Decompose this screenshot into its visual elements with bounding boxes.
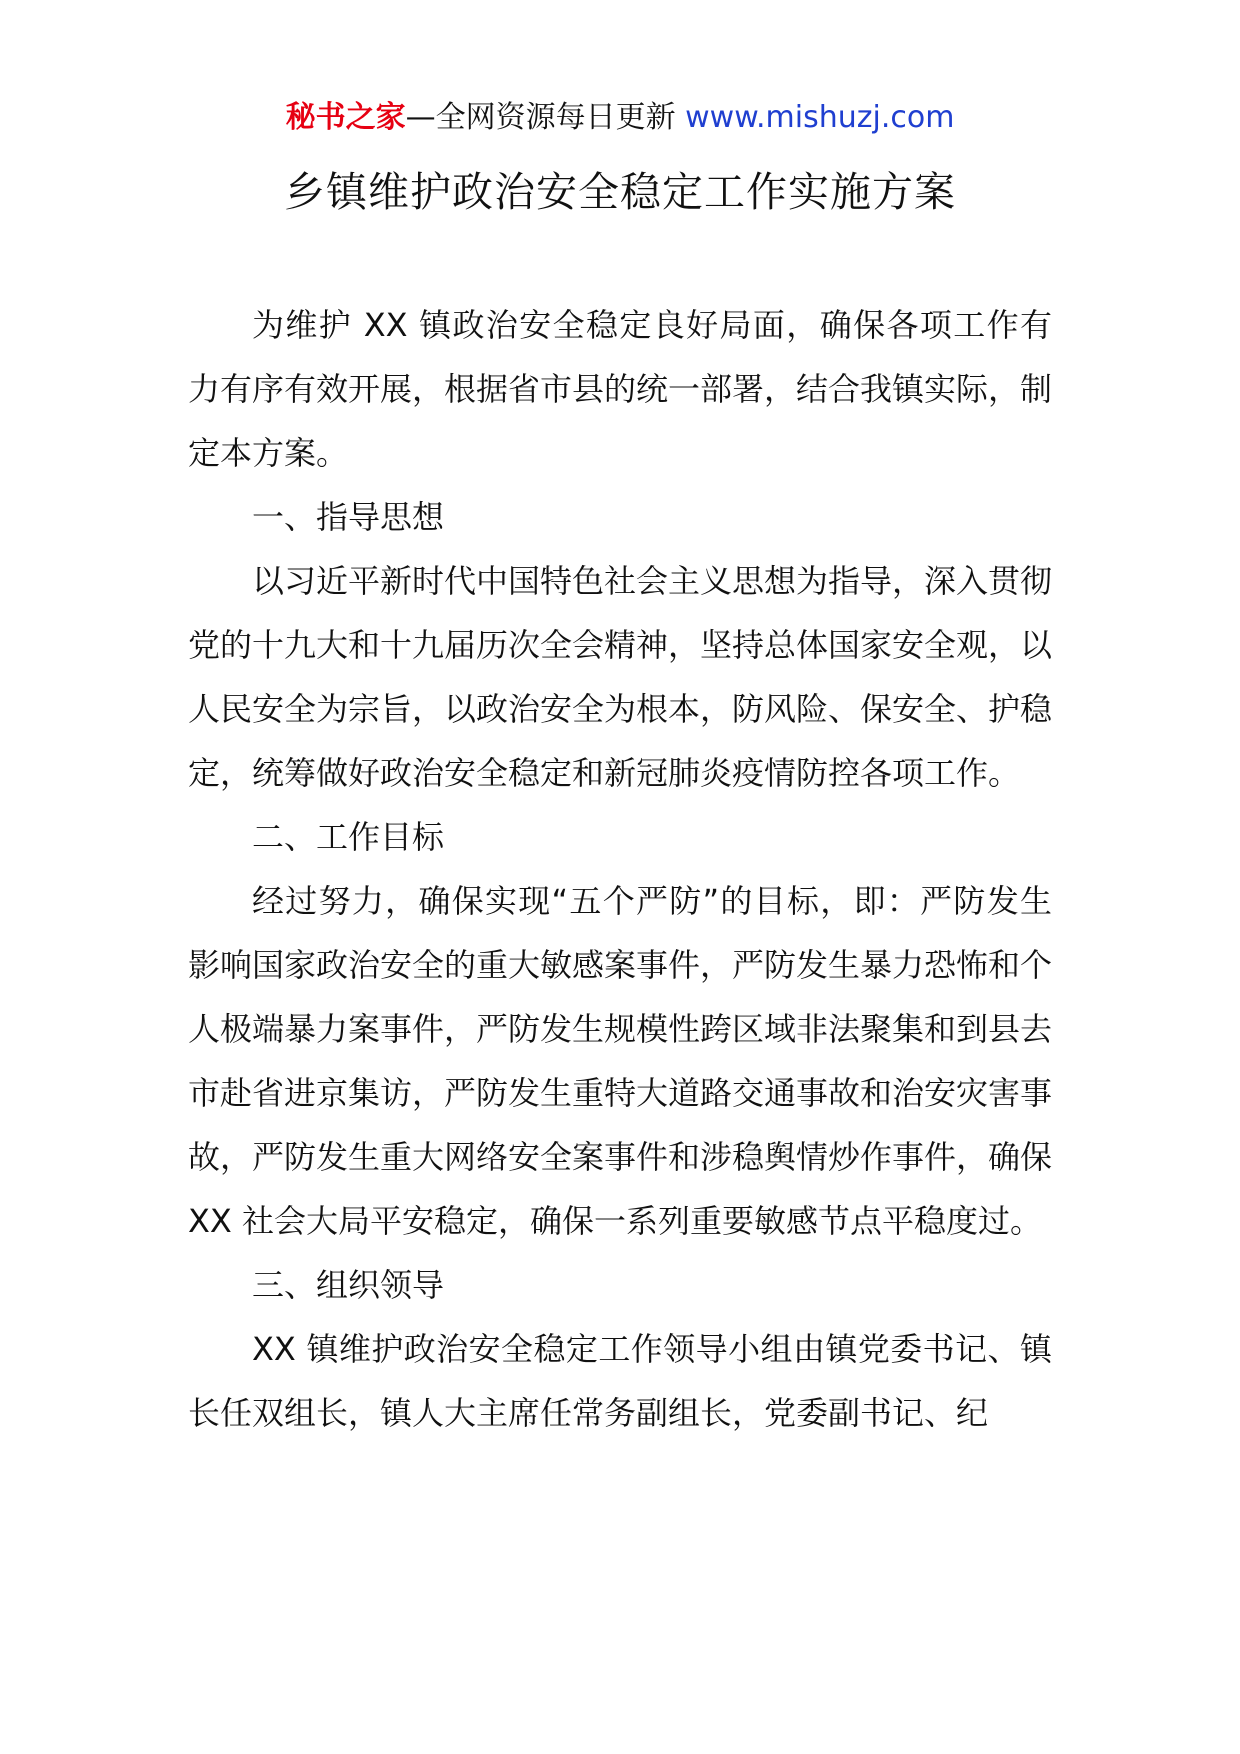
site-url: www.mishuzj.com — [685, 100, 955, 135]
document-body — [188, 293, 1052, 1445]
document-title: 乡镇维护政治安全稳定工作实施方案 — [284, 168, 956, 216]
section-heading-work-goals: 二、工作目标 — [252, 818, 445, 856]
work-goals-paragraph: 经过努力，确保实现“五个严防”的目标，即：严防发生影响国家政治安全的重大敏感案事件，严防发生暴力恐怖和个人极端暴力案事件，严防发生规模性跨区域非法聚集和到县去市赴省进京集访，严防发生重特大道路交通事故和治安灾害事故，严防发生重大网络安全案事件和涉稳舆情炒作事件，确保 XX 社会大局平安稳定，确保一系列重要敏感节点平稳度过。 — [188, 882, 1053, 1240]
organization-paragraph: XX 镇维护政治安全稳定工作领导小组由镇党委书记、镇长任双组长，镇人大主席任常务副组长，党委副书记、纪 — [188, 1330, 1052, 1432]
intro-paragraph: 为维护 XX 镇政治安全稳定良好局面，确保各项工作有力有序有效开展，根据省市县的统一部署，结合我镇实际，制定本方案。 — [188, 306, 1053, 472]
site-slogan: —全网资源每日更新 — [405, 100, 676, 135]
section-heading-guiding-ideology: 一、指导思想 — [252, 498, 445, 536]
site-header — [0, 98, 1240, 138]
section-heading-organization: 三、组织领导 — [252, 1266, 445, 1304]
guiding-ideology-paragraph: 以习近平新时代中国特色社会主义思想为指导，深入贯彻党的十九大和十九届历次全会精神，坚持总体国家安全观，以人民安全为宗旨，以政治安全为根本，防风险、保安全、护稳定，统筹做好政治安全稳定和新冠肺炎疫情防控各项工作。 — [188, 562, 1053, 792]
site-brand: 秘书之家 — [285, 100, 406, 135]
